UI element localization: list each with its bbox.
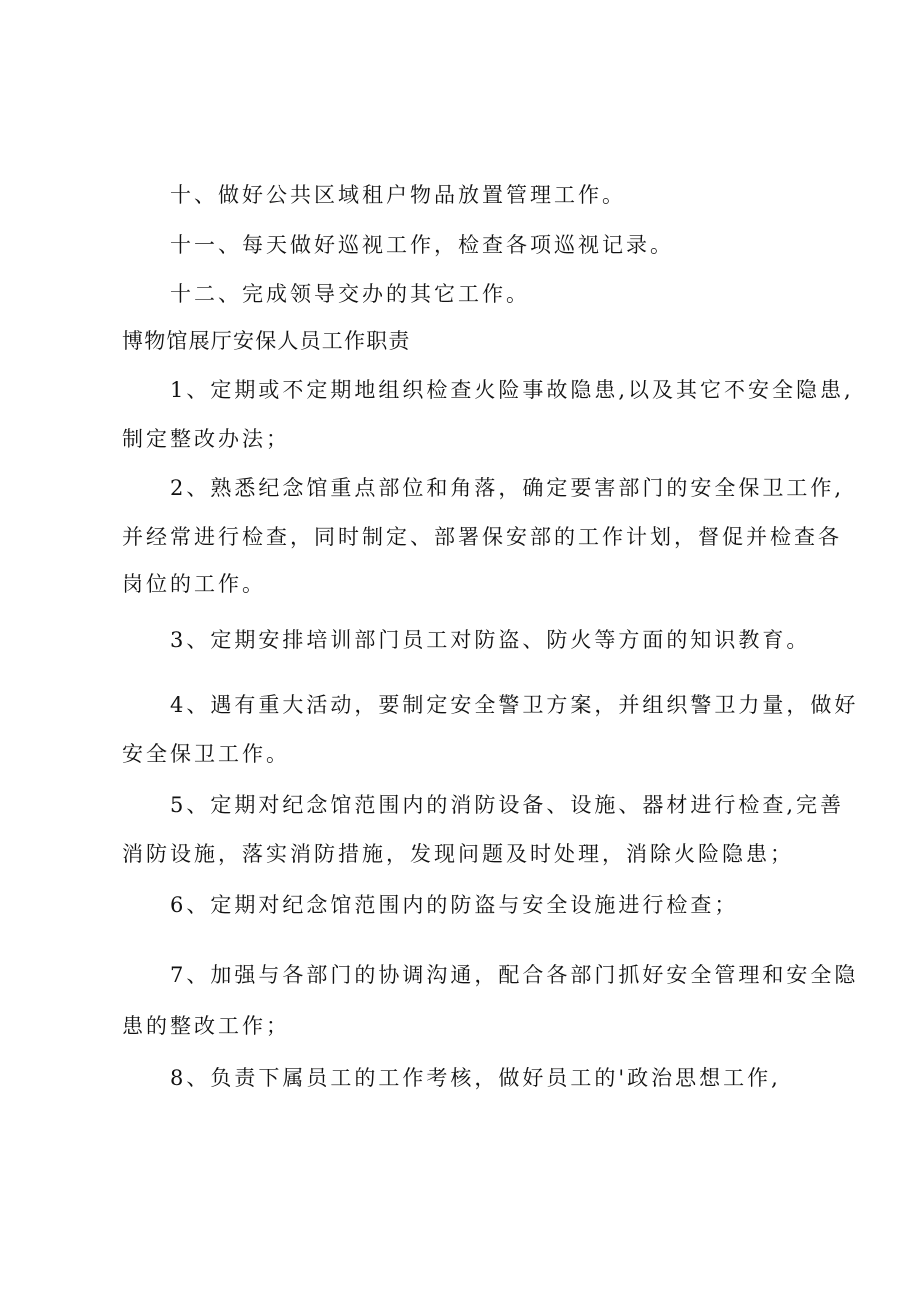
duty-7-line-1: 7、加强与各部门的协调沟通，配合各部门抓好安全管理和安全隐 bbox=[170, 963, 859, 987]
item-ten: 十、做好公共区域租户物品放置管理工作。 bbox=[170, 183, 626, 207]
duty-3-line-1: 3、定期安排培训部门员工对防盗、防火等方面的知识教育。 bbox=[170, 628, 811, 652]
item-twelve: 十二、完成领导交办的其它工作。 bbox=[170, 282, 530, 306]
section-title: 博物馆展厅安保人员工作职责 bbox=[122, 329, 411, 353]
item-eleven: 十一、每天做好巡视工作，检查各项巡视记录。 bbox=[170, 233, 674, 257]
duty-7-line-2: 患的整改工作； bbox=[122, 1014, 290, 1038]
duty-2-line-2: 并经常进行检查，同时制定、部署保安部的工作计划，督促并检查各 bbox=[122, 525, 842, 549]
duty-5-line-1: 5、定期对纪念馆范围内的消防设备、设施、器材进行检查,完善 bbox=[170, 793, 845, 817]
duty-2-line-1: 2、熟悉纪念馆重点部位和角落，确定要害部门的安全保卫工作, bbox=[170, 476, 845, 500]
duty-4-line-1: 4、遇有重大活动，要制定安全警卫方案，并组织警卫力量，做好 bbox=[170, 693, 859, 717]
duty-4-line-2: 安全保卫工作。 bbox=[122, 742, 290, 766]
duty-5-line-2: 消防设施，落实消防措施，发现问题及时处理，消除火险隐患； bbox=[122, 842, 794, 866]
duty-8-line-1: 8、负责下属员工的工作考核，做好员工的'政治思想工作, bbox=[170, 1066, 781, 1090]
duty-2-line-3: 岗位的工作。 bbox=[122, 572, 266, 596]
duty-1-line-2: 制定整改办法； bbox=[122, 427, 290, 451]
duty-1-line-1: 1、定期或不定期地组织检查火险事故隐患,以及其它不安全隐患, bbox=[170, 378, 854, 402]
duty-6-line-1: 6、定期对纪念馆范围内的防盗与安全设施进行检查； bbox=[170, 893, 739, 917]
